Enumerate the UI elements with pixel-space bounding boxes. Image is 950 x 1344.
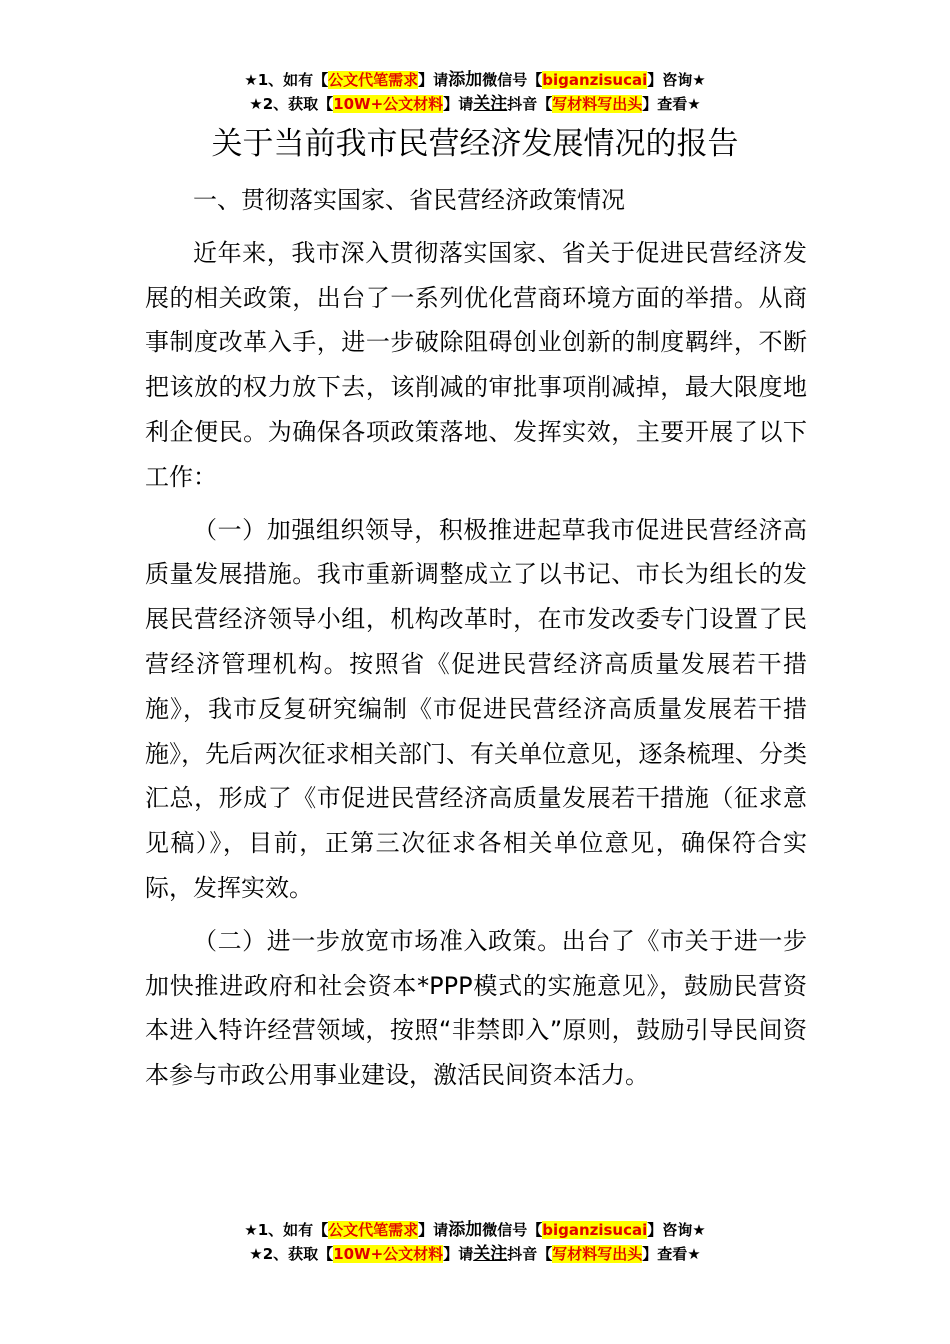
ad-text: 抖音【: [507, 1245, 553, 1263]
ad-text: 2、获取【: [262, 95, 334, 113]
ad-text: 2、获取【: [262, 1245, 334, 1263]
ad-text: 1、如有【: [257, 71, 329, 89]
ad-text: 抖音【: [507, 95, 553, 113]
ad-line-2: [0, 92, 950, 116]
ad-douyin-id: 写材料写出头: [552, 95, 643, 113]
bottom-ad-banner: [0, 1218, 950, 1266]
ad-text: 1、如有【: [257, 1221, 329, 1239]
ad-text: 】请: [418, 1221, 449, 1239]
ad-wechat-id: biganzisucai: [542, 1221, 648, 1239]
ad-highlight: 10W+公文材料: [333, 95, 444, 113]
ad-text: 】请: [443, 1245, 474, 1263]
ad-highlight: 10W+公文材料: [333, 1245, 444, 1263]
document-title: 关于当前我市民营经济发展情况的报告: [211, 126, 739, 162]
ad-text: 】咨询: [647, 1221, 693, 1239]
ad-emphasis: 关注: [473, 1244, 508, 1264]
ad-text: 】请: [443, 95, 474, 113]
ad-emphasis: 关注: [473, 94, 508, 114]
paragraph-item-1: （一）加强组织领导，积极推进起草我市促进民营经济高质量发展措施。我市重新调整成立了以书记、市长为组长的发展民营经济领导小组，机构改革时，在市发改委专门设置了民营经济管理机构。按照省《促进民营经济高质量发展若干措施》，我市反复研究编制《市促进民营经济高质量发展若干措施》，先后两次征求相关部门、有关单位意见，逐条梳理、分类汇总，形成了《市促进民营经济高质量发展若干措施（征求意见稿）》，目前，正第三次征求各相关单位意见，确保符合实际，发挥实效。: [145, 515, 807, 902]
paragraph-item-2: （二）进一步放宽市场准入政策。出台了《市关于进一步加快推进政府和社会资本*PPP模式的实施意见》，鼓励民营资本进入特许经营领域，按照“非禁即入”原则，鼓励引导民间资本参与市政公用事业建设，激活民间资本活力。: [145, 926, 807, 1090]
ad-emphasis: 添加: [448, 1220, 483, 1240]
ad-line-1: [0, 68, 950, 92]
star-icon: ★: [249, 1245, 263, 1263]
star-icon: ★: [249, 95, 263, 113]
star-icon: ★: [244, 71, 258, 89]
ad-wechat-id: biganzisucai: [542, 71, 648, 89]
ad-text: 微信号【: [482, 71, 543, 89]
ad-text: 】咨询: [647, 71, 693, 89]
top-ad-banner: [0, 68, 950, 116]
star-icon: ★: [244, 1221, 258, 1239]
ad-line-2: [0, 1242, 950, 1266]
paragraph-intro: 近年来，我市深入贯彻落实国家、省关于促进民营经济发展的相关政策，出台了一系列优化营商环境方面的举措。从商事制度改革入手，进一步破除阻碍创业创新的制度羁绊，不断把该放的权力放下去，该削减的审批事项削减掉，最大限度地利企便民。为确保各项政策落地、发挥实效，主要开展了以下工作：: [145, 238, 807, 491]
ad-text: 】查看: [642, 95, 688, 113]
ad-emphasis: 添加: [448, 70, 483, 90]
star-icon: ★: [692, 71, 706, 89]
ad-line-1: [0, 1218, 950, 1242]
star-icon: ★: [687, 95, 701, 113]
star-icon: ★: [692, 1221, 706, 1239]
document-body: [145, 178, 807, 1098]
section-heading: 一、贯彻落实国家、省民营经济政策情况: [193, 186, 625, 214]
ad-text: 】查看: [642, 1245, 688, 1263]
ad-douyin-id: 写材料写出头: [552, 1245, 643, 1263]
star-icon: ★: [687, 1245, 701, 1263]
ad-highlight: 公文代笔需求: [328, 71, 419, 89]
ad-text: 微信号【: [482, 1221, 543, 1239]
ad-highlight: 公文代笔需求: [328, 1221, 419, 1239]
ad-text: 】请: [418, 71, 449, 89]
